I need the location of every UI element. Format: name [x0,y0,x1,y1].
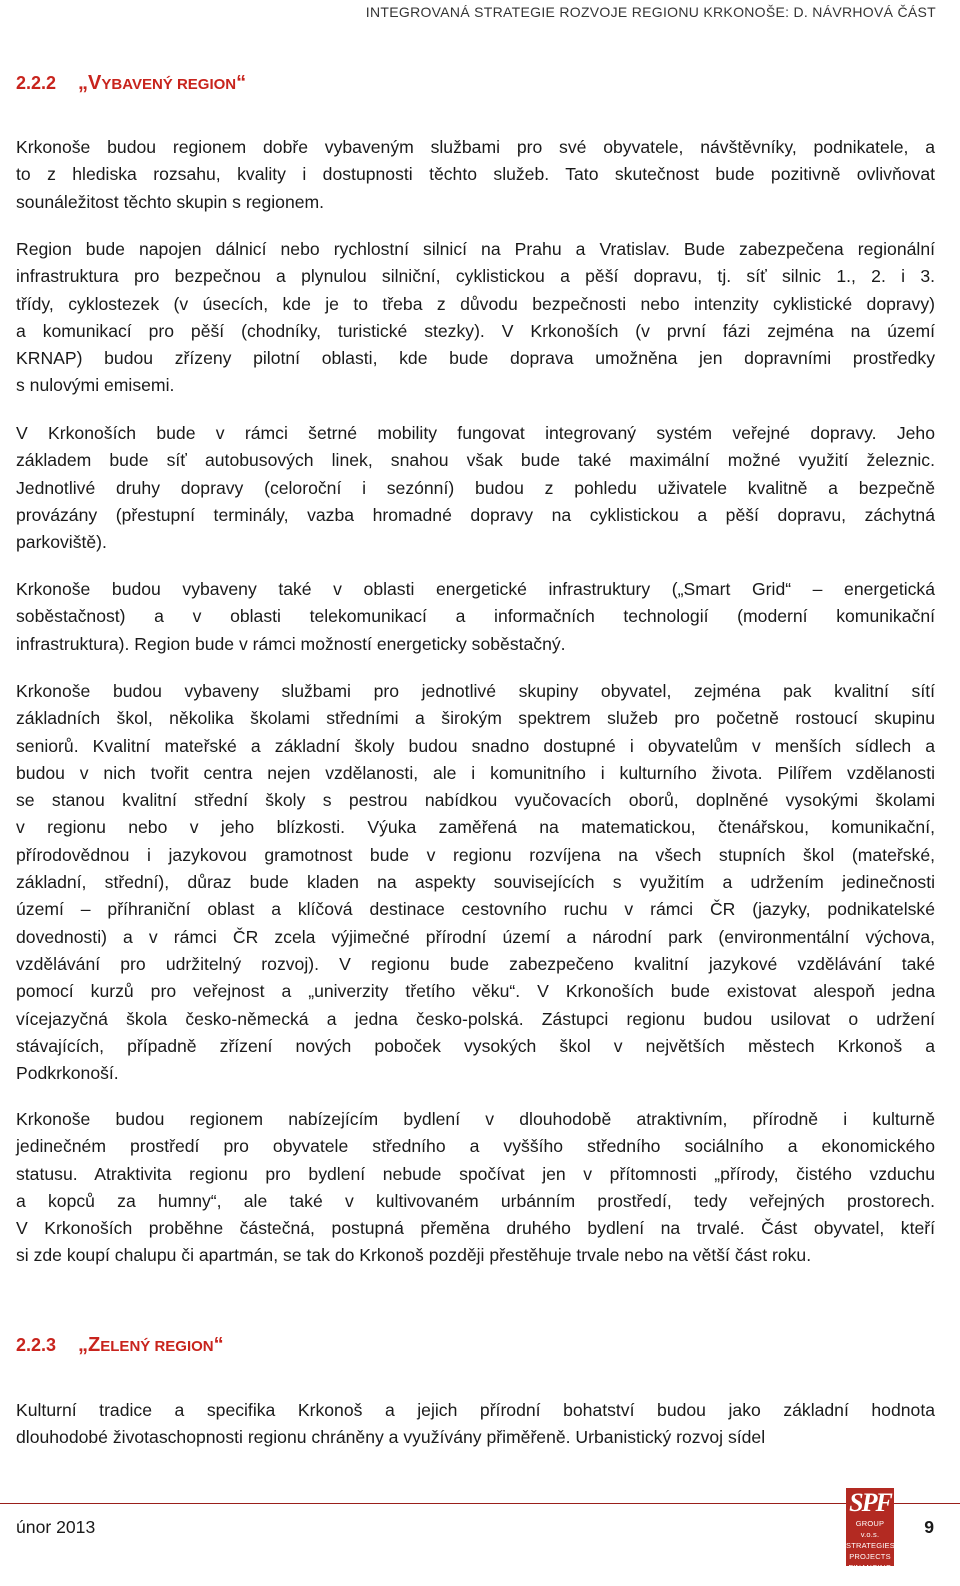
paragraph-housing [16,1106,935,1270]
text-line: základem bude síť autobusových linek, snahou však bude také maximální možné využití železnic. [16,450,935,471]
text-line: KRNAP) budou zřízeny pilotní oblasti, kde bude doprava umožněna jen dopravními prostředky [16,348,935,369]
title-rest: YBAVENÝ REGION [101,76,237,93]
logo-mark: SPF [849,1488,891,1517]
paragraph-services [16,134,935,216]
footer-date: únor 2013 [16,1517,96,1537]
text-line: a komunikací pro pěší (chodníky, turistické stezky). V Krkonoších (v první fázi zejména na území [16,320,935,341]
text-line: statusu. Atraktivita regionu pro bydlení nebude spočívat jen v přítomnosti „přírody, čistého vzduchu [16,1163,935,1184]
text-line: se stanou kvalitní střední školy s pestrou nabídkou vyučovacích oborů, doplněné vysokými školami [16,790,935,811]
logo-sub: GROUP v.o.s. [855,1519,885,1539]
running-header: INTEGROVANÁ STRATEGIE ROZVOJE REGIONU KRKONOŠE: D. NÁVRHOVÁ ČÁST [365,4,936,20]
text-line: parkoviště). [16,532,107,553]
text-line: Krkonoše budou vybaveny službami pro jednotlivé skupiny obyvatel, zejména pak kvalitní sítí [16,681,935,701]
text-line: Region bude napojen dálnicí nebo rychlostní silnicí na Prahu a Vratislav. Bude zabezpečena regionální [16,239,935,259]
text-line: seniorů. Kvalitní mateřské a základní školy budou snadno dostupné i obyvatelům v menších sídlech a [16,735,935,756]
text-line: sounáležitost těchto skupin s regionem. [16,191,325,212]
section-heading-2-2-3 [16,1334,224,1357]
paragraph-culture [16,1397,935,1452]
text-line: infrastruktura). Region bude v rámci možností energeticky soběstačný. [16,633,566,654]
text-line: provázány (přestupní terminály, vazba hromadné dopravy na cyklistickou a pěší dopravu, záchytná [16,504,935,525]
text-line: Jednotlivé druhy dopravy (celoroční i sezónní) budou z pohledu uživatele kvalitně a bezpečně [16,477,935,498]
text-line: s nulovými emisemi. [16,375,175,396]
quote-close: “ [213,1334,224,1356]
text-line: soběstačnost) a v oblasti telekomunikací a informačních technologií (moderní komunikační [16,606,935,627]
paragraph-mobility [16,420,935,556]
logo-line: STRATEGIES [846,1541,895,1550]
text-line: třídy, cyklostezek (v úsecích, kde je to třeba z důvodu bezpečnosti nebo intenzity cyklistické dopravy) [16,293,935,314]
text-line: vzdělávání pro udržitelný rozvoj). V regionu bude zabezpečeno kvalitní jazykové vzdělávání také [16,953,935,974]
text-line: základní, střední), důraz bude kladen na aspekty souvisejících s využitím a udržením jedinečnosti [16,872,935,893]
section-number: 2.2.2 [16,73,57,93]
text-line: budou v nich tvořit centra nejen vzdělanosti, ale i komunitního i kulturního života. Pilířem vzdělanosti [16,762,935,783]
text-line: dovednosti) a v rámci ČR zcela výjimečné přírodní území a národní park (environmentální výchova, [16,926,935,947]
logo-line: PROJECTS [849,1552,891,1561]
text-line: základních škol, několika školami středními a širokým spektrem služeb pro početně rostoucí skupinu [16,708,935,729]
spf-logo [846,1488,895,1572]
quote-open: „ [78,72,89,94]
text-line: stávajících, případně zřízení nových poboček vysokých škol v největších městech Krkonoš a [16,1035,935,1056]
title-rest: ELENÝ REGION [100,1338,214,1355]
text-line: Krkonoše budou regionem nabízejícím bydlení v dlouhodobě atraktivním, přírodně i kulturně [16,1109,935,1129]
text-line: to z hlediska rozsahu, kvality i dostupnosti těchto služeb. Tato skutečnost bude pozitivně ovlivňovat [16,164,935,185]
paragraph-energy [16,576,935,658]
quote-close: “ [236,72,247,94]
text-line: Krkonoše budou vybaveny také v oblasti energetické infrastruktury („Smart Grid“ – energetická [16,579,935,599]
text-line: v regionu nebo v jeho blízkosti. Výuka zaměřená na matematickou, čtenářskou, komunikační, [16,817,935,838]
title-initial: Z [88,1334,101,1356]
text-line: V Krkonoších bude v rámci šetrné mobility fungovat integrovaný systém veřejné dopravy. Jeho [16,423,935,443]
text-line: infrastruktura pro bezpečnou a plynulou silniční, cyklistickou a pěší dopravu, tj. síť silnic 1., 2. i 3. [16,266,935,287]
page-number: 9 [924,1517,934,1537]
text-line: si zde koupí chalupu či apartmán, se tak do Krkonoš později přestěhuje trvale nebo na větší část roku. [16,1245,812,1266]
text-line: dlouhodobé životaschopnosti regionu chráněny a využívány přiměřeně. Urbanistický rozvoj sídel [16,1427,766,1448]
section-number: 2.2.3 [16,1335,57,1355]
text-line: Kulturní tradice a specifika Krkonoš a jejich přírodní bohatství budou jako základní hodnota [16,1400,935,1420]
text-line: V Krkonoších proběhne částečná, postupná přeměna druhého bydlení na trvalé. Část obyvatel, kteří [16,1218,935,1239]
text-line: vícejazyčná škola česko-německá a jedna česko-polská. Zástupci regionu budou usilovat o udržení [16,1008,935,1029]
logo-line: FINANCING [848,1563,892,1572]
text-line: přírodovědnou i jazykovou gramotnost bude v regionu rozvíjena na všech stupních škol (mateřské, [16,844,935,865]
section-heading-2-2-2 [16,72,246,95]
footer-divider [0,1503,960,1504]
text-line: a kopců za humny“, ale také v kultivovaném urbánním prostředí, tedy veřejných prostorech. [16,1190,935,1211]
paragraph-transport [16,236,935,400]
title-initial: V [88,72,102,94]
text-line: pomocí kurzů pro veřejnost a „univerzity třetího věku“. V Krkonoších bude existovat alespoň jedna [16,981,935,1002]
quote-open: „ [78,1334,89,1356]
text-line: Krkonoše budou regionem dobře vybaveným službami pro své obyvatele, návštěvníky, podnikatele, a [16,137,935,157]
text-line: jedinečném prostředí pro obyvatele středního a vyššího středního sociálního a ekonomického [16,1136,935,1157]
paragraph-education [16,678,935,1087]
text-line: území – příhraniční oblast a klíčová destinace cestovního ruchu v rámci ČR (jazyky, podnikatelské [16,899,935,920]
text-line: Podkrkonoší. [16,1063,119,1084]
